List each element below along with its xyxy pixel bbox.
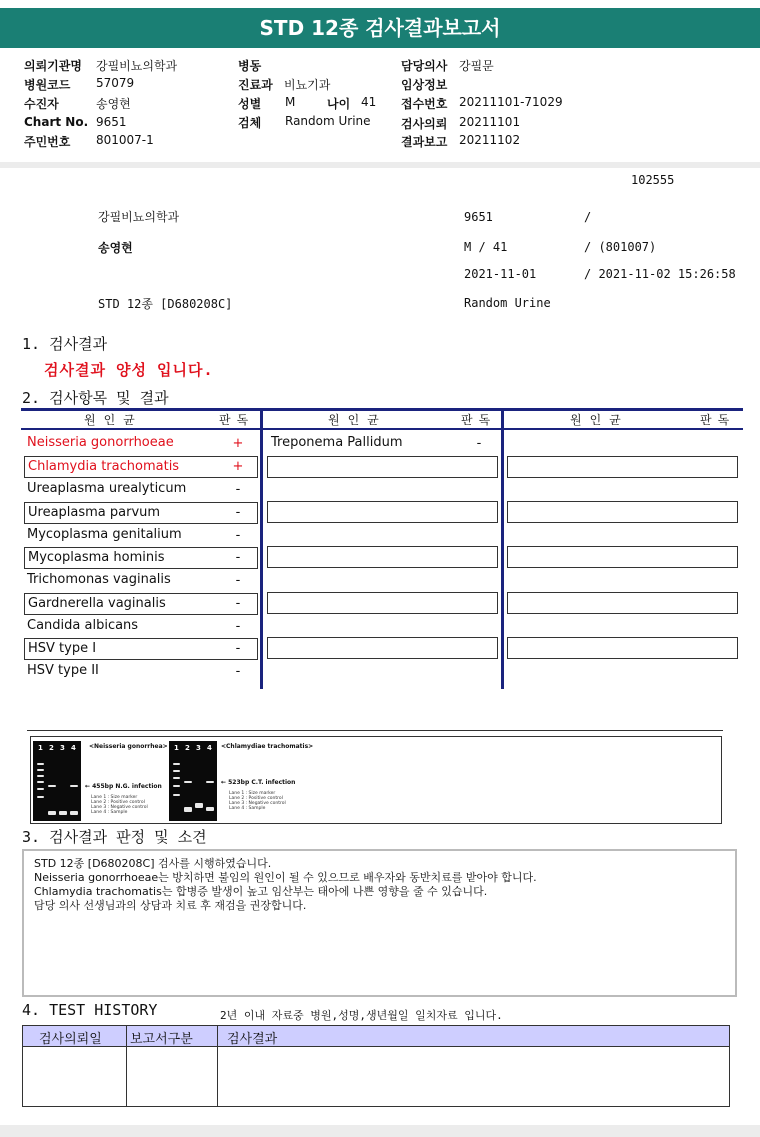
result-row-neisseria [24,433,258,455]
receipt-no-label: 접수번호 [401,97,448,111]
history-header-row [23,1026,729,1047]
result-row-mycoplasma-genitalium [24,525,258,547]
verdict-negative: - [235,573,241,588]
organism-name: Trichomonas vaginalis [27,572,171,587]
empty-cell [267,501,498,523]
clinic-value: 강필비뇨의학과 [96,59,178,73]
gel-left-title: <Neisseria gonorrhea> [89,743,168,750]
result-row-hsv1 [24,638,258,660]
legend-line: Lane 2 : Positive control [229,796,283,801]
primer-band [184,807,192,812]
opinion-line: Chlamydia trachomatis는 합병증 발생이 높고 임산부는 태아에 나쁜 영향을 줄 수 있습니다. [34,885,488,898]
result-row-candida [24,616,258,638]
hospital-code-label: 병원코드 [24,78,71,92]
history-col-divider [126,1026,127,1106]
patient-label: 수진자 [24,97,59,111]
gel-left-arrow [85,783,162,790]
organism-name: Treponema Pallidum [271,435,403,450]
result-row-treponema [268,433,498,455]
ladder-band [37,781,44,783]
info-slash: / [584,210,592,224]
ladder-band [37,763,44,765]
chart-no-label: Chart No. [24,115,89,129]
history-col-request-date: 검사의뢰일 [39,1032,102,1047]
col3-verdict-header: 판독 [700,413,736,427]
dept-value: 비뇨기과 [284,78,331,92]
verdict-negative: - [235,505,241,520]
header-resident-no [24,133,234,150]
header-sex-age [238,95,388,112]
legend-line: Lane 4 : Sample [91,810,128,815]
request-date-label: 검사의뢰 [401,117,448,131]
patient-value: 송영현 [96,97,131,111]
lane-number: 2 [49,744,54,752]
sample-band [70,785,78,787]
ladder-band [173,763,180,765]
primer-band [48,811,56,815]
verdict-negative: - [235,664,241,679]
ward-label: 병동 [238,59,262,73]
opinion-line: STD 12종 [D680208C] 검사를 시행하였습니다. [34,857,272,870]
clinical-info-label: 임상정보 [401,78,448,92]
ladder-band [173,794,180,796]
verdict-negative: - [235,619,241,634]
header-ward [238,57,261,74]
organism-name: Mycoplasma genitalium [27,527,182,542]
ladder-band [173,785,180,787]
empty-cell [267,546,498,568]
positive-message: 검사결과 양성 입니다. [44,361,214,379]
result-row-chlamydia [24,456,258,478]
col1-verdict-header: 판독 [219,413,255,427]
verdict-positive: + [232,459,244,474]
organism-name: HSV type II [27,663,99,678]
lane-number: 1 [174,744,179,752]
gel-right-legend [229,791,286,811]
organism-name: Chlamydia trachomatis [28,459,180,474]
report-date-value: 20211102 [459,133,521,147]
ladder-band [37,775,44,777]
gel-separator [27,730,723,731]
col2-verdict-header: 판독 [461,413,497,427]
primer-band [195,803,203,808]
gel-left-arrow-label: 455bp N.G. infection [92,783,162,790]
history-table [22,1025,730,1107]
verdict-positive: + [232,436,244,451]
empty-cell [507,637,738,659]
header-divider [0,162,760,168]
header-dept [238,76,331,93]
verdict-negative: - [235,641,241,656]
resident-no-label: 주민번호 [24,135,71,149]
doctor-value: 강필문 [459,59,494,73]
lane-number: 1 [38,744,43,752]
header-hospital-code [24,76,234,93]
header-clinical-info [401,76,447,93]
age-label: 나이 [327,97,351,111]
section4-title: 4. TEST HISTORY [22,1001,158,1019]
opinion-line: 담당 의사 선생님과의 상담과 치료 후 재검을 권장합니다. [34,899,307,912]
grid-divider-1 [260,408,263,689]
col1-header: 원인균 [84,413,143,427]
history-col-report-type: 보고서구분 [130,1032,193,1047]
result-row-mycoplasma-hominis [24,547,258,569]
specimen-label: 검체 [238,116,262,130]
primer-band [59,811,67,815]
arrow-left-icon: ← [221,779,227,786]
result-row-gardnerella [24,593,258,615]
ladder-band [37,796,44,798]
receipt-no-value: 20211101-71029 [459,95,563,109]
sample-band [48,785,56,787]
report-title: STD 12종 검사결과보고서 [0,8,760,48]
sex-label: 성별 [238,97,262,111]
info-patient: 송영현 [98,241,133,255]
arrow-left-icon: ← [85,783,91,790]
header-patient [24,95,234,112]
empty-cell [507,592,738,614]
opinion-line: Neisseria gonorrhoeae는 방치하면 불임의 원인이 될 수 있으므로 배우자와 동반치료를 받아야 합니다. [34,871,537,884]
primer-band [206,807,214,811]
info-date1: 2021-11-01 [464,267,537,281]
sample-band [206,781,214,783]
organism-name: Candida albicans [27,618,139,633]
primer-band [70,811,78,815]
header-request-date [401,115,521,132]
report-date-label: 결과보고 [401,135,448,149]
empty-cell [507,456,738,478]
lane-number: 3 [196,744,201,752]
organism-name: Ureaplasma parvum [28,505,161,520]
ladder-band [173,770,180,772]
info-clinic: 강필비뇨의학과 [98,210,180,224]
report-number: 102555 [631,173,675,187]
header-chart-no [24,115,234,129]
legend-line: Lane 3 : Negative control [91,805,148,810]
age-value: 41 [361,95,377,109]
lane-number: 3 [60,744,65,752]
organism-name: Mycoplasma hominis [28,550,165,565]
legend-line: Lane 2 : Positive control [91,800,145,805]
gel-right [169,741,217,821]
organism-name: Neisseria gonorrhoeae [27,435,174,450]
gel-electrophoresis-image [30,736,722,824]
info-test-name: STD 12종 [D680208C] [98,297,233,311]
empty-cell [507,546,738,568]
info-id-no: / (801007) [584,240,657,254]
info-sex-age: M / 41 [464,240,508,254]
section2-title: 2. 검사항목 및 결과 [22,389,169,407]
lane-number: 4 [71,744,76,752]
footer-band [0,1125,760,1137]
verdict-negative: - [476,436,482,451]
header-report-date [401,133,521,150]
dept-label: 진료과 [238,78,273,92]
resident-no-value: 801007-1 [96,133,154,147]
gel-right-title: <Chlamydiae trachomatis> [221,743,314,750]
gel-right-arrow-label: 523bp C.T. infection [228,779,296,786]
gel-left [33,741,81,821]
legend-line: Lane 4 : Sample [229,806,266,811]
header-doctor [401,57,494,74]
section1-title: 1. 검사결과 [22,335,108,353]
organism-name: Gardnerella vaginalis [28,596,166,611]
grid-header-line [21,428,743,430]
section3-title: 3. 검사결과 판정 및 소견 [22,828,207,846]
ladder-band [37,788,44,790]
legend-line: Lane 3 : Negative control [229,801,286,806]
verdict-negative: - [235,596,241,611]
verdict-negative: - [235,528,241,543]
verdict-negative: - [235,482,241,497]
result-row-hsv2 [24,661,258,683]
doctor-label: 담당의사 [401,59,448,73]
legend-line: Lane 1 : Size marker [91,795,138,800]
header-clinic [24,57,234,74]
history-col-divider [217,1026,218,1106]
result-row-ureaplasma-urealyticum [24,479,258,501]
ladder-band [37,769,44,771]
grid-divider-2 [501,408,504,689]
header-receipt-no [401,95,563,112]
result-row-ureaplasma-parvum [24,502,258,524]
ladder-band [173,777,180,779]
empty-cell [267,456,498,478]
sample-band [184,781,192,783]
col2-header: 원인균 [328,413,387,427]
col3-header: 원인균 [570,413,629,427]
chart-no-value: 9651 [96,115,127,129]
verdict-negative: - [235,550,241,565]
legend-line: Lane 1 : Size marker [229,791,276,796]
gel-left-legend [91,795,148,815]
gel-right-arrow [221,779,295,786]
opinion-box [22,849,737,997]
result-row-trichomonas [24,570,258,592]
info-specimen: Random Urine [464,296,551,310]
specimen-value: Random Urine [285,114,371,128]
clinic-label: 의뢰기관명 [24,59,82,73]
hospital-code-value: 57079 [96,76,135,90]
organism-name: Ureaplasma urealyticum [27,481,187,496]
request-date-value: 20211101 [459,115,521,129]
empty-cell [267,637,498,659]
lane-number: 4 [207,744,212,752]
lane-number: 2 [185,744,190,752]
history-note: 2년 이내 자료중 병원,성명,생년월일 일치자료 입니다. [220,1009,503,1022]
empty-cell [267,592,498,614]
empty-cell [507,501,738,523]
sex-value: M [285,95,296,109]
info-chart: 9651 [464,210,493,224]
header-specimen [238,114,371,131]
info-date2: / 2021-11-02 15:26:58 [584,267,736,281]
history-col-result: 검사결과 [227,1032,278,1047]
organism-name: HSV type I [28,641,97,656]
